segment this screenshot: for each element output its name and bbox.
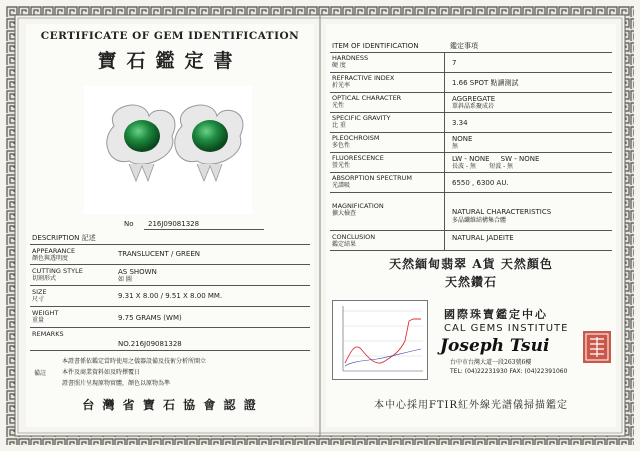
absorption-label-en: ABSORPTION SPECTRUM: [332, 174, 412, 182]
certificate-title-en: CERTIFICATE OF GEM IDENTIFICATION: [40, 30, 300, 42]
refractive-label-zh: 折光率: [332, 82, 351, 89]
cutting-style-value: AS SHOWN: [118, 268, 157, 276]
pleochroism-label-zh: 多色性: [332, 142, 351, 149]
weight-value: 9.75 GRAMS (WM): [118, 314, 182, 322]
optical-value: AGGREGATE: [452, 95, 496, 103]
item-header-en: ITEM OF IDENTIFICATION: [332, 42, 419, 50]
conclusion-label-en: CONCLUSION: [332, 233, 376, 241]
fluorescence-label-en: FLUORESCENCE: [332, 154, 384, 162]
magnification-label-en: MAGNIFICATION: [332, 202, 384, 210]
hardness-value: 7: [452, 59, 457, 67]
refractive-value: 1.66 SPOT 點讀測試: [452, 79, 519, 87]
left-panel: [26, 24, 314, 427]
optical-value-zh: 單斜晶系聚成岩: [452, 103, 495, 110]
note-line-2: 本件及商業資料如及時擇覆日: [62, 369, 141, 376]
cert-number-value: 216J09081328: [148, 220, 200, 228]
cutting-style-value-zh: 如 圖: [118, 276, 132, 283]
pleochroism-value: NONE: [452, 135, 473, 143]
magnification-label-zh: 擴大檢查: [332, 210, 357, 217]
weight-label-zh: 重量: [32, 317, 45, 324]
ftir-spectrum: [332, 300, 428, 380]
magnification-value-zh: 多晶纖維結構集合體: [452, 217, 507, 224]
note-line-3: 證書照片呈現原物實體，顏色以原物為準: [62, 380, 171, 387]
right-panel: [326, 24, 616, 427]
note-line-1: 本證書係依鑑定當時使用之儀器設備及技術分析所開立: [62, 358, 207, 365]
pleochroism-label-en: PLEOCHROISM: [332, 134, 380, 142]
spectrum-graph: [333, 301, 427, 379]
gravity-value: 3.34: [452, 119, 468, 127]
absorption-value: 6550 , 6300 AU.: [452, 179, 509, 187]
association-footer: 台 灣 省 寶 石 協 會 認 證: [82, 398, 258, 412]
fluorescence-value-zh: 長波 - 無 短波 - 無: [452, 163, 514, 170]
absorption-label-zh: 光譜吸: [332, 182, 351, 189]
size-label-zh: 尺寸: [32, 296, 45, 303]
institute-name-en: CAL GEMS INSTITUTE: [444, 323, 569, 334]
cutting-style-label-zh: 切割形式: [32, 275, 57, 282]
appearance-value: TRANSLUCENT / GREEN: [118, 250, 201, 258]
certificate-title-zh: 寶石鑑定書: [97, 50, 243, 72]
pleochroism-value-zh: 無: [452, 143, 459, 150]
fluorescence-value: LW - NONE SW - NONE: [452, 155, 540, 163]
conclusion-line-1: 天然緬甸翡翠 A貨 天然顏色: [389, 257, 553, 271]
gravity-label-en: SPECIFIC GRAVITY: [332, 114, 391, 122]
conclusion-label-zh: 鑑定結果: [332, 241, 357, 248]
remarks-value: NO.216J09081328: [118, 340, 182, 348]
fluorescence-label-zh: 螢光性: [332, 162, 351, 169]
item-header-zh: 鑑定事項: [450, 42, 478, 50]
institute-address: 台中市台灣大道一段263號6樓: [450, 359, 532, 366]
institute-name-zh: 國際珠寶鑑定中心: [444, 308, 548, 321]
size-label-en: SIZE: [32, 288, 47, 296]
cert-number-label: No: [124, 220, 134, 228]
institute-phone: TEL: (04)22231930 FAX: (04)22391060: [450, 368, 568, 375]
refractive-label-en: REFRACTIVE INDEX: [332, 74, 395, 82]
conclusion-line-2: 天然鑽石: [444, 275, 497, 289]
hardness-label-en: HARDNESS: [332, 54, 369, 62]
description-label: DESCRIPTION 記述: [32, 234, 96, 242]
note-label: 備註: [34, 370, 47, 377]
signature: Joseph Tsui: [440, 336, 550, 356]
optical-label-en: OPTICAL CHARACTER: [332, 94, 402, 102]
size-value: 9.31 X 8.00 / 9.51 X 8.00 MM.: [118, 292, 223, 300]
earrings-photo: [84, 86, 252, 214]
gem-photo: [84, 86, 252, 214]
conclusion-value: NATURAL JADEITE: [452, 234, 514, 242]
red-seal-stamp: [582, 330, 612, 364]
optical-label-zh: 光性: [332, 102, 345, 109]
appearance-label-zh: 顏色與透明度: [32, 255, 69, 262]
remarks-label: REMARKS: [32, 330, 64, 338]
weight-label-en: WEIGHT: [32, 309, 59, 317]
hardness-label-zh: 硬 度: [332, 62, 346, 69]
gravity-label-zh: 比 重: [332, 122, 346, 129]
appearance-label-en: APPEARANCE: [32, 247, 76, 255]
cutting-style-label-en: CUTTING STYLE: [32, 267, 83, 275]
ftir-footer: 本中心採用FTIR紅外線光譜儀掃描鑑定: [373, 400, 569, 411]
magnification-value: NATURAL CHARACTERISTICS: [452, 208, 552, 216]
